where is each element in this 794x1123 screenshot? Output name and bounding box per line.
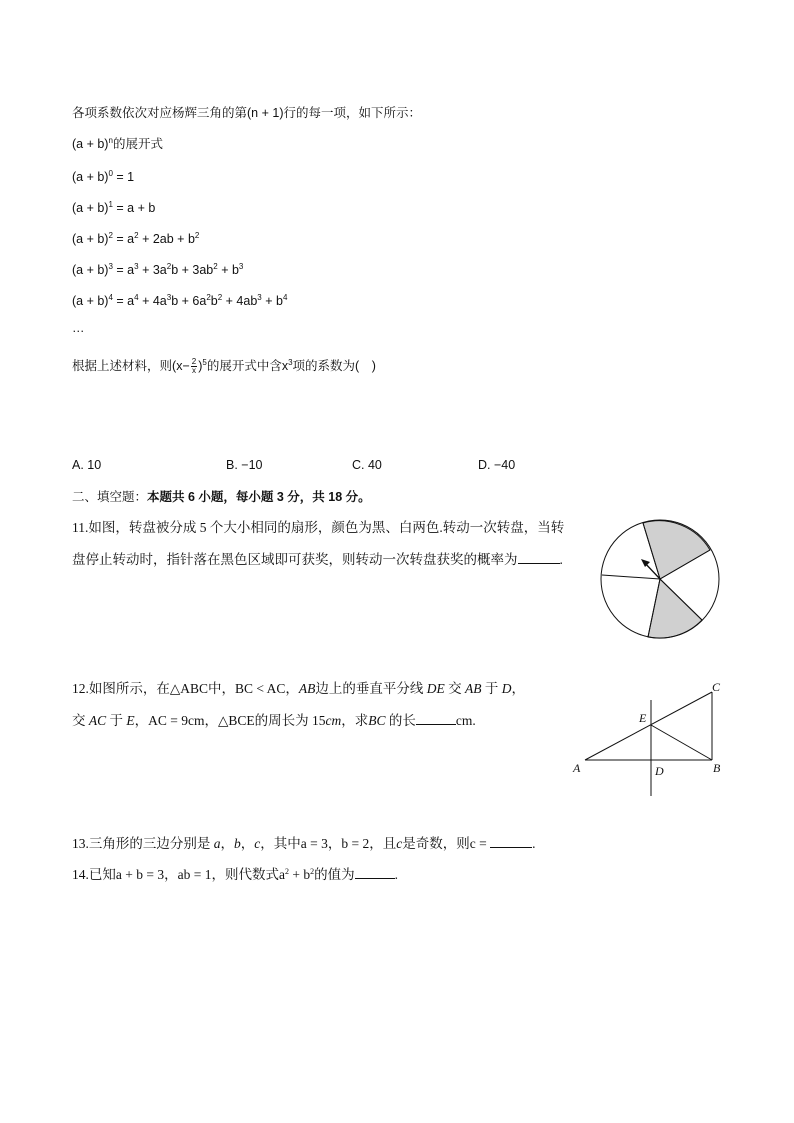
binomial-row-2: $(a + b)^2 = a^2 + 2ab + b^2$ bbox=[72, 231, 200, 246]
question-11-line-2: 盘停止转动时，指针落在黑色区域即可获奖，则转动一次转盘获奖的概率为 . bbox=[72, 552, 563, 567]
label-point-c: C bbox=[712, 680, 721, 694]
option-d[interactable]: D. −40 bbox=[478, 458, 516, 472]
triangle-figure bbox=[568, 676, 728, 800]
spinner-pointer-arrowhead bbox=[641, 559, 650, 567]
binomial-row-1: $(a + b)^1 = a + b$ bbox=[72, 200, 156, 215]
question-12-line-1: 12.如图所示，在△ABC中，BC < AC，AB边上的垂直平分线 DE 交 AB 于 D， bbox=[72, 681, 526, 696]
answer-blank-12[interactable] bbox=[416, 713, 456, 725]
section-2-heading: 二、填空题：本题共 6 小题，每小题 3 分，共 18 分。 bbox=[72, 490, 371, 504]
segment-be bbox=[651, 725, 712, 760]
spinner-shaded-sector-bottom bbox=[648, 579, 702, 638]
binomial-row-4: $(a + b)^4 = a^4 + 4a^3b + 6a^2b^2 + 4ab^3 + b^4$ bbox=[72, 293, 288, 308]
intro-text: 各项系数依次对应杨辉三角的第(n + 1)行的每一项，如下所示： bbox=[72, 106, 421, 120]
option-b[interactable]: B. −10 bbox=[226, 458, 263, 472]
fraction: $\frac{2}{x}$ bbox=[191, 357, 197, 376]
label-point-a: A bbox=[573, 761, 581, 775]
question-14: 14.已知a + b = 3，ab = 1，则代数式$a^2 + b^2$的值为 . bbox=[72, 867, 398, 882]
spinner-shaded-sector-top bbox=[643, 521, 710, 579]
option-c[interactable]: C. 40 bbox=[352, 458, 382, 472]
label-point-b: B bbox=[713, 761, 721, 775]
ellipsis: … bbox=[72, 321, 85, 335]
segment-ac bbox=[585, 692, 712, 760]
answer-blank-13[interactable] bbox=[490, 836, 532, 848]
spinner-figure bbox=[598, 517, 722, 641]
spinner-divider-5 bbox=[602, 575, 660, 579]
question-12-line-2: 交 AC 于 E，AC = 9cm，△BCE的周长为 15cm，求BC 的长 cm. bbox=[72, 713, 476, 728]
question-11-line-1: 11.如图，转盘被分成 5 个大小相同的扇形，颜色为黑、白两色.转动一次转盘，当转 bbox=[72, 520, 565, 535]
answer-blank-14[interactable] bbox=[355, 867, 395, 879]
label-point-d: D bbox=[655, 764, 664, 778]
answer-blank-11[interactable] bbox=[518, 552, 560, 564]
label-point-e: E bbox=[639, 711, 647, 725]
question-10-stem: 根据上述材料，则(x− $\frac{2}{x}$ )$^5$的展开式中含$x^3$项的系数为( ) bbox=[72, 357, 376, 376]
binomial-row-3: $(a + b)^3 = a^3 + 3a^2b + 3ab^2 + b^3$ bbox=[72, 262, 244, 277]
binomial-row-0: $(a + b)^0 = 1$ bbox=[72, 169, 135, 184]
option-a[interactable]: A. 10 bbox=[72, 458, 102, 472]
question-13: 13.三角形的三边分别是 a，b，c，其中a = 3，b = 2，且c是奇数，则c = . bbox=[72, 836, 536, 851]
binomial-row-n: $(a + b)^n$的展开式 bbox=[72, 136, 163, 151]
